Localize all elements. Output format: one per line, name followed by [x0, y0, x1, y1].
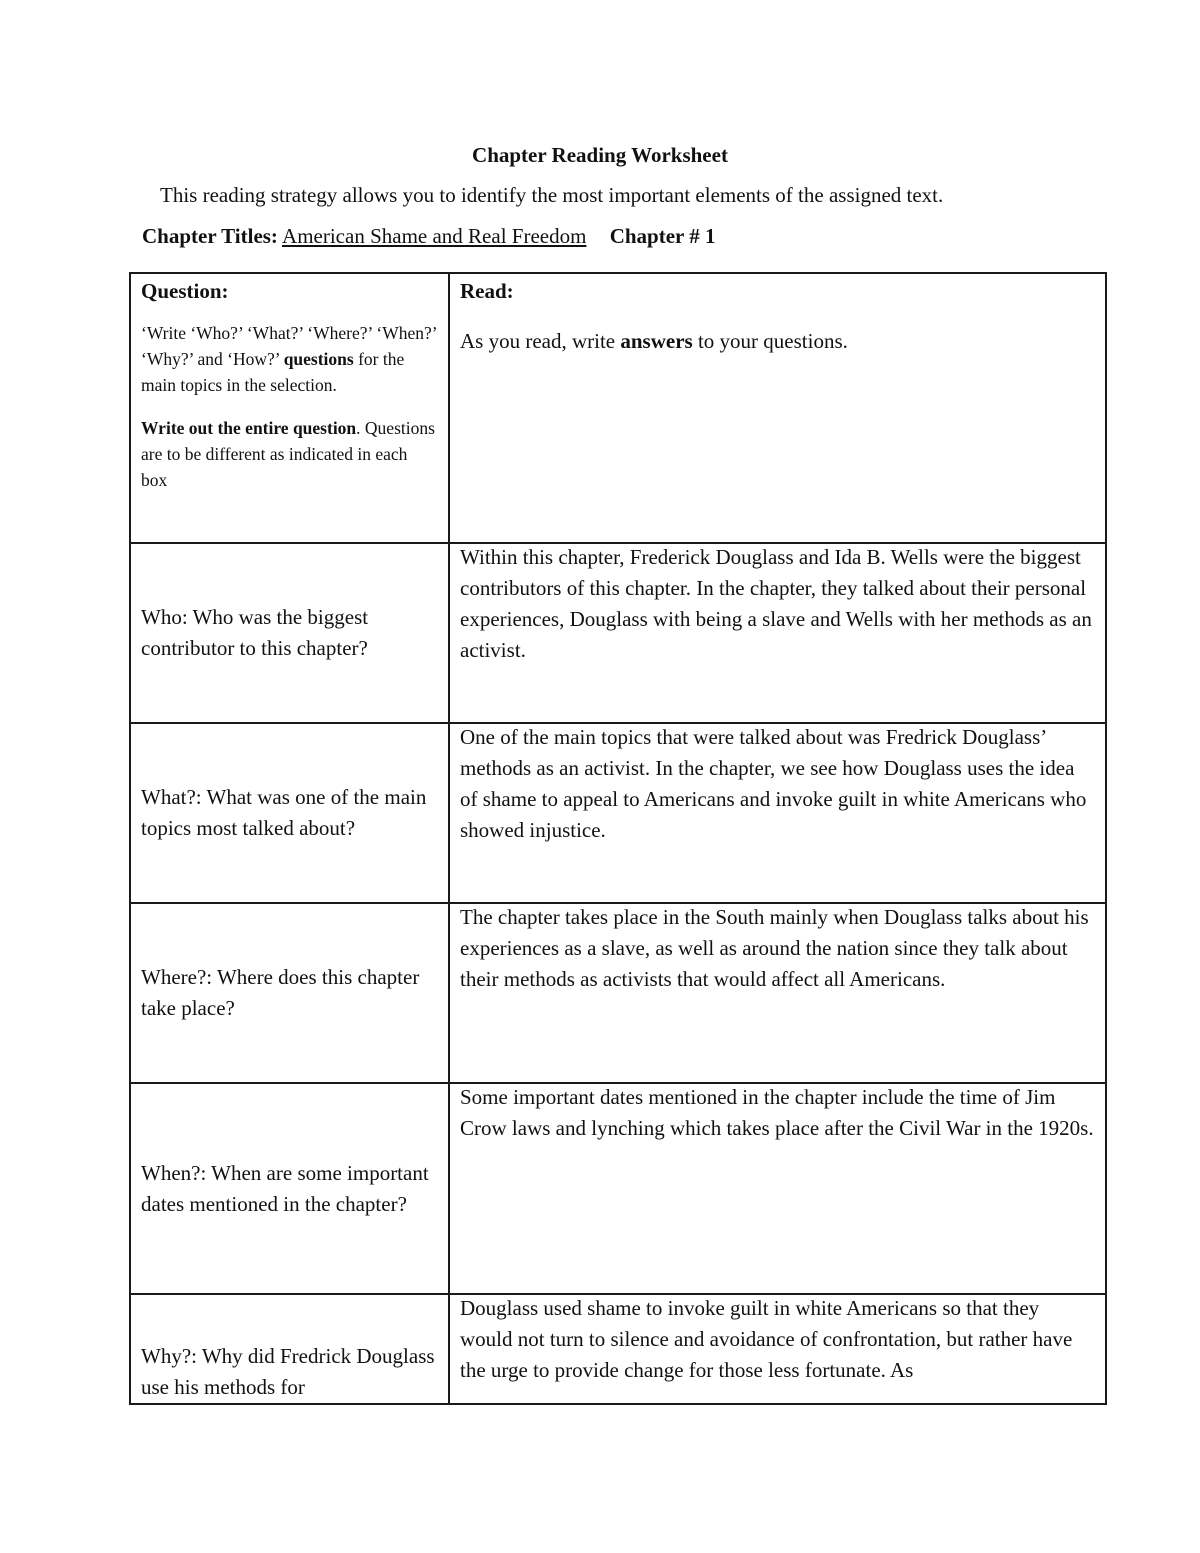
- question-text: Where?: Where does this chapter take place?: [141, 965, 420, 1020]
- question-text: Who: Who was the biggest contributor to this chapter?: [141, 605, 369, 660]
- answer-cell-when: [449, 1083, 1106, 1294]
- question-header-cell: [130, 273, 449, 543]
- table-row: [130, 723, 1106, 903]
- question-text: What?: What was one of the main topics most talked about?: [141, 785, 427, 840]
- answer-text: Some important dates mentioned in the chapter include the time of Jim Crow laws and lynching which takes place after the Civil War in the 1920s.: [460, 1085, 1094, 1140]
- answer-text: Douglass used shame to invoke guilt in white Americans so that they would not turn to silence and avoidance of confrontation, but rather have the urge to provide change for those less fortunate. As: [460, 1296, 1073, 1382]
- question-cell-who: [130, 543, 449, 723]
- question-header-label: Question:: [141, 279, 229, 303]
- read-header-cell: [449, 273, 1106, 543]
- question-cell-where: [130, 903, 449, 1083]
- answer-text: The chapter takes place in the South mainly when Douglass talks about his experiences as a slave, as well as around the nation since they talk about their methods as activists that would affect all Americans.: [460, 905, 1089, 991]
- chapter-info: [142, 224, 715, 249]
- table-header-row: [130, 273, 1106, 543]
- answer-text: Within this chapter, Frederick Douglass and Ida B. Wells were the biggest contributors of this chapter. In the chapter, they talked about their personal experiences, Douglass with being a slave and Wells with her methods as an activist.: [460, 545, 1092, 662]
- read-instructions: As you read, write answers to your questions.: [460, 329, 848, 353]
- answer-text: One of the main topics that were talked about was Fredrick Douglass’ methods as an activist. In the chapter, we see how Douglass uses the idea of shame to appeal to Americans and invoke guilt in white Americans who showed injustice.: [460, 725, 1087, 842]
- question-cell-why: [130, 1294, 449, 1404]
- chapter-titles-label: Chapter Titles:: [142, 224, 278, 248]
- chapter-number-label: Chapter # 1: [609, 224, 716, 248]
- page-title: Chapter Reading Worksheet: [472, 143, 728, 167]
- chapter-titles-value: American Shame and Real Freedom: [282, 224, 587, 248]
- read-header-label: Read:: [460, 279, 514, 303]
- question-instructions: ‘Write ‘Who?’ ‘What?’ ‘Where?’ ‘When?’ ‘Why?’ and ‘How?’ questions for the main topics in the selection.: [141, 323, 437, 395]
- answer-cell-where: [449, 903, 1106, 1083]
- answer-cell-who: [449, 543, 1106, 723]
- table-row: [130, 1294, 1106, 1404]
- question-cell-what: [130, 723, 449, 903]
- table-row: [130, 1083, 1106, 1294]
- intro-text: This reading strategy allows you to identify the most important elements of the assigned text.: [160, 183, 944, 207]
- table-row: [130, 903, 1106, 1083]
- table-row: [130, 543, 1106, 723]
- answer-cell-why: [449, 1294, 1106, 1404]
- worksheet-table: [129, 272, 1107, 1405]
- question-cell-when: [130, 1083, 449, 1294]
- question-text: When?: When are some important dates mentioned in the chapter?: [141, 1160, 429, 1216]
- answer-cell-what: [449, 723, 1106, 903]
- question-text: Why?: Why did Fredrick Douglass use his methods for: [141, 1344, 435, 1399]
- question-instructions-extra: Write out the entire question. Questions are to be different as indicated in each box: [141, 418, 435, 490]
